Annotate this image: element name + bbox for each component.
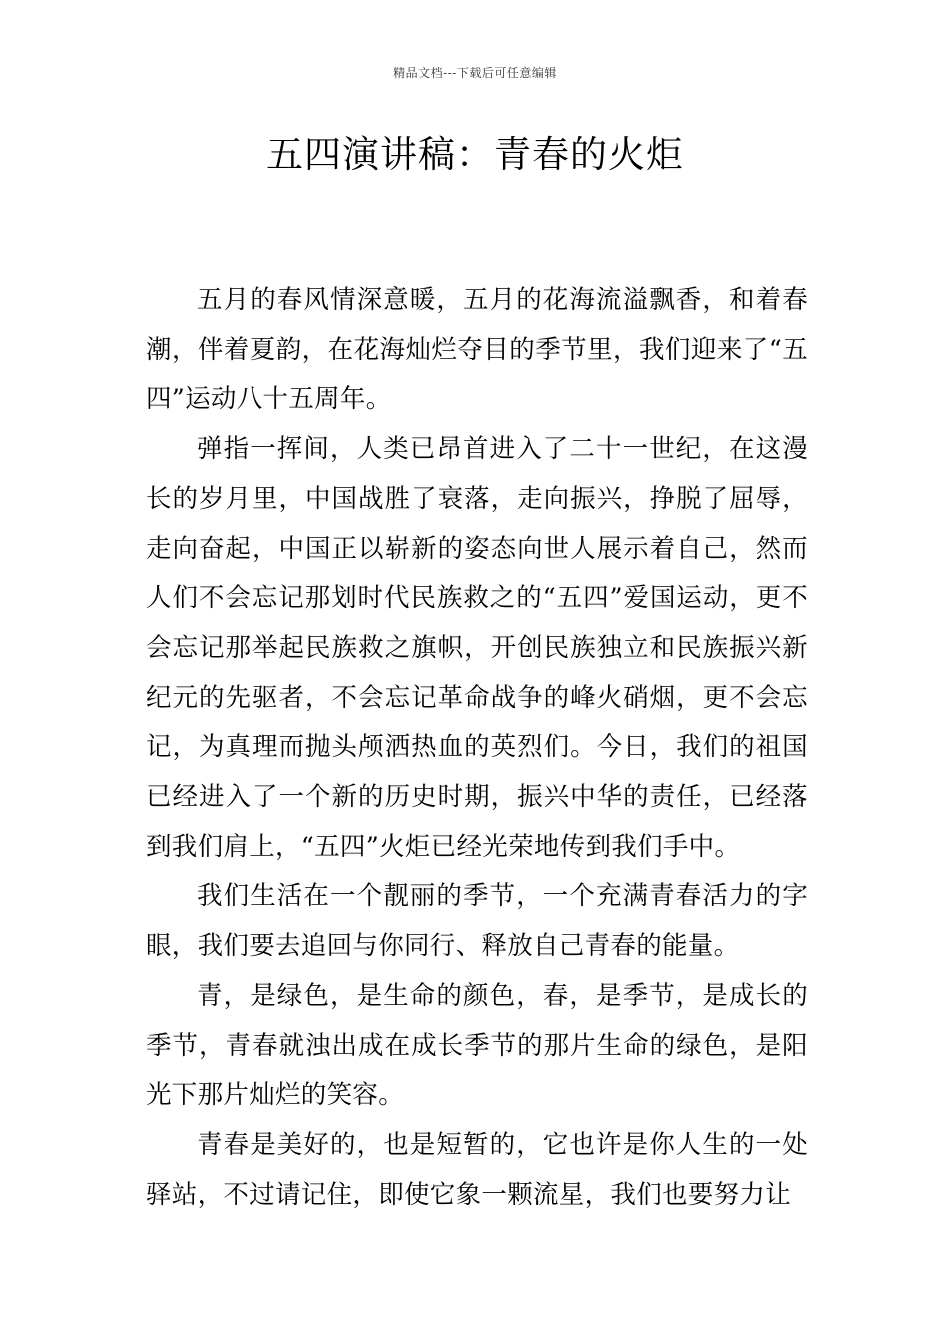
paragraph-2: 弹指一挥间，人类已昂首进入了二十一世纪，在这漫长的岁月里，中国战胜了衰落，走向振兴，挣脱了屈辱，走向奋起，中国正以崭新的姿态向世人展示着自己，然而人们不会忘记那划时代民族救之的“五四”爱国运动，更不会忘记那举起民族救之旗帜，开创民族独立和民族振兴新纪元的先驱者，不会忘记革命战争的峰火硝烟，更不会忘记，为真理而抛头颅洒热血的英烈们。今日，我们的祖国已经进入了一个新的历史时期，振兴中华的责任，已经落到我们肩上，“五四”火炬已经光荣地传到我们手中。: [146, 434, 808, 862]
paragraph-3: 我们生活在一个靓丽的季节，一个充满青春活力的字眼，我们要去追回与你同行、释放自己青春的能量。: [146, 881, 808, 962]
paragraph-1: 五月的春风情深意暖，五月的花海流溢飘香，和着春潮，伴着夏韵，在花海灿烂夺目的季节里，我们迎来了“五四”运动八十五周年。: [146, 285, 808, 415]
header-note: 精品文档---下载后可任意编辑: [393, 66, 557, 80]
paragraph-5: 青春是美好的，也是短暂的，它也许是你人生的一处驿站，不过请记住，即使它象一颗流星，我们也要努力让: [146, 1129, 808, 1210]
document-body: [146, 276, 808, 1220]
paragraph-4: 青，是绿色，是生命的颜色，春，是季节，是成长的季节，青春就浊出成在成长季节的那片生命的绿色，是阳光下那片灿烂的笑容。: [146, 980, 808, 1111]
document-title: 五四演讲稿：青春的火炬: [266, 133, 684, 176]
